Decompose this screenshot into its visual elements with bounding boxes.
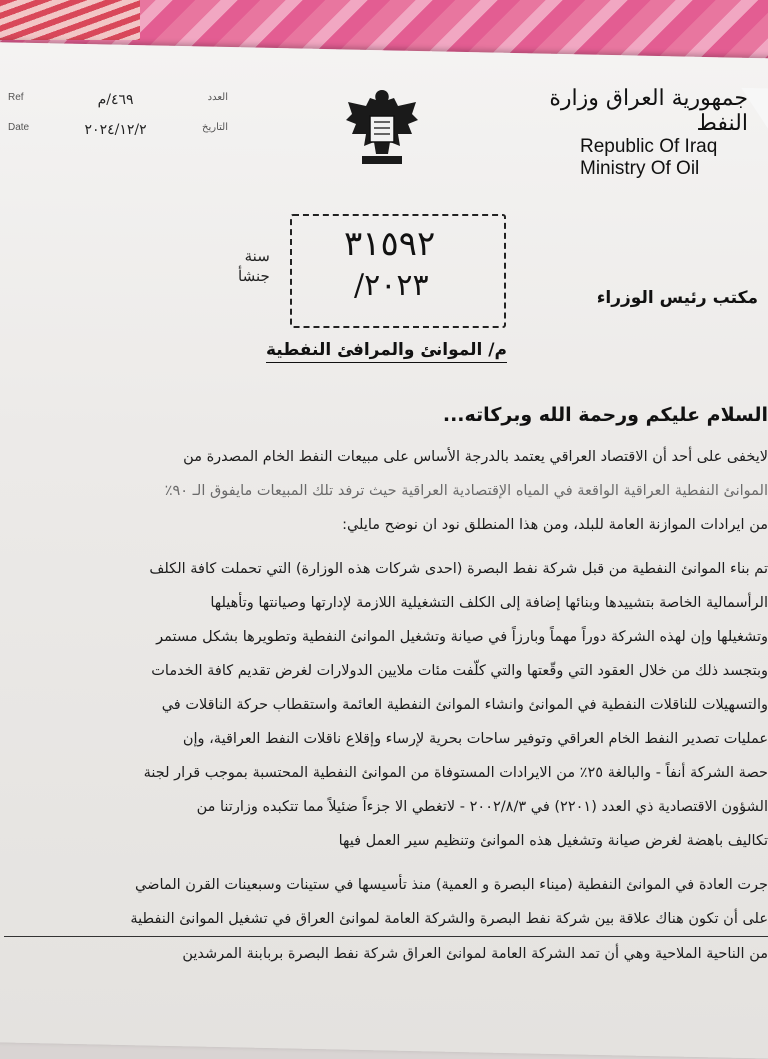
paragraph	[4, 868, 768, 971]
body-line: الشؤون الاقتصادية ذي العدد (٢٢٠١) في ٢٠٠٢/٨/٣ - لاتغطي الا جزءاً ضئيلاً مما تتكبده وزارتنا من	[196, 799, 768, 815]
stamp-number: ٣١٥٩٢	[344, 224, 436, 264]
greeting: السلام عليكم ورحمة الله وبركاته...	[442, 404, 768, 426]
body-line: عمليات تصدير النفط الخام العراقي وتوفير ساحات بحرية لإرساء وإقلاع ناقلات النفط العراقية، وإن	[182, 731, 768, 747]
ministry-name-arabic: جمهورية العراق وزارة النفط	[549, 86, 748, 136]
body-line: الرأسمالية الخاصة بتشييدها وبنائها إضافة إلى الكلف التشغيلية اللازمة لإدارتها وصيانتها وتأهيلها	[210, 595, 768, 611]
body-line: على أن تكون هناك علاقة بين شركة نفط البصرة والشركة العامة لموانئ العراق في تشغيل الموانئ النفطية	[4, 902, 768, 937]
body-line: وبتجسد ذلك من خلال العقود التي وقّعتها والتي كلّفت مئات ملايين الدولارات لغرض تقديم كافة الخدمات	[151, 663, 768, 679]
ref-label: Ref	[8, 92, 24, 103]
iraq-eagle-emblem-icon	[336, 84, 428, 176]
paragraph	[4, 440, 768, 542]
republic-name: Republic Of Iraq	[580, 136, 718, 157]
body-line: تم بناء الموانئ النفطية من قبل شركة نفط البصرة (احدى شركات هذه الوزارة) التي تحملت كافة الكلف	[149, 561, 768, 577]
letter-body	[4, 440, 768, 981]
body-line: من الناحية الملاحية وهي أن تمد الشركة العامة لموانئ العراق شركة نفط البصرة بربابنة المرشدين	[182, 946, 768, 962]
body-line: لايخفى على أحد أن الاقتصاد العراقي يعتمد بالدرجة الأساس على مبيعات النفط الخام المصدرة من	[183, 449, 768, 465]
ministry-header	[528, 86, 748, 180]
addressee: مكتب رئيس الوزراء	[596, 288, 758, 308]
ministry-name: Ministry Of Oil	[580, 158, 700, 179]
date-label: Date	[8, 122, 30, 133]
stamp-side-label-2: جنشأ	[238, 267, 270, 285]
date-line	[8, 122, 228, 138]
paragraph	[4, 552, 768, 858]
body-line: الموانئ النفطية العراقية الواقعة في المياه الإقتصادية العراقية حيث ترفد تلك المبيعات مايفوق الـ ٩٠٪	[164, 483, 768, 499]
ref-line	[8, 92, 228, 108]
body-line: تكاليف باهضة لغرض صيانة وتشغيل هذه الموانئ وتنظيم سير العمل فيها	[338, 833, 768, 849]
incoming-stamp	[290, 214, 506, 328]
body-line: والتسهيلات للناقلات النفطية في الموانئ وانشاء الموانئ النفطية العائمة واستقطاب حركة الناقلات في	[161, 697, 768, 713]
stamp-side-labels	[238, 246, 270, 286]
ref-label-ar: العدد	[207, 92, 228, 103]
stamp-side-label-1: سنة	[244, 247, 270, 265]
subject-line: م/ الموانئ والمرافئ النفطية	[266, 340, 507, 363]
reference-block	[8, 92, 228, 152]
stamp-year: ٢٠٢٣/	[354, 268, 429, 303]
ref-value: ٤٦٩/م	[97, 92, 134, 108]
date-label-ar: التاريخ	[202, 122, 228, 133]
body-line: من ايرادات الموازنة العامة للبلد، ومن هذا المنطلق نود ان نوضح مايلي:	[342, 517, 768, 533]
body-line: جرت العادة في الموانئ النفطية (ميناء البصرة و العمية) منذ تأسيسها في ستينات وسبعينات القرن الماضي	[135, 877, 768, 893]
body-line: حصة الشركة أنفاً - والبالغة ٢٥٪ من الايرادات المستوفاة من الموانئ النفطية المحتسبة بموجب قرار لجنة	[143, 765, 768, 781]
body-line: وتشغيلها وإن لهذه الشركة دوراً مهماً وبارزاً في صيانة وتشغيل الموانئ النفطية وتطويرها بشكل مستمر	[156, 629, 768, 645]
date-value: ٢٠٢٤/١٢/٢	[84, 122, 147, 138]
